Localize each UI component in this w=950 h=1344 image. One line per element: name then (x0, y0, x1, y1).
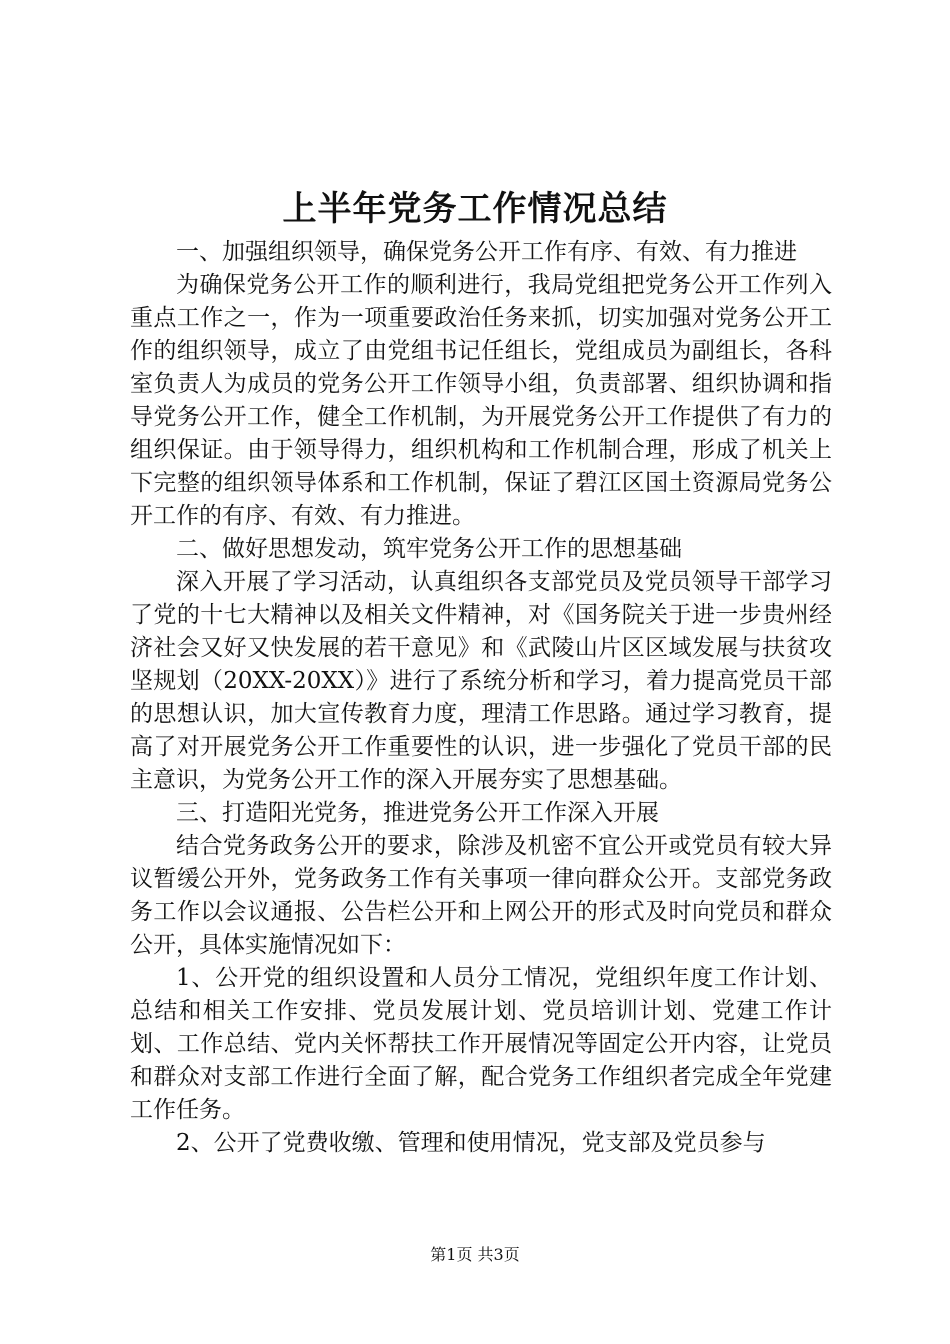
body-paragraph: 深入开展了学习活动，认真组织各支部党员及党员领导干部学习了党的十七大精神以及相关文件精神，对《国务院关于进一步贵州经济社会又好又快发展的若干意见》和《武陵山片区区域发展与扶贫攻坚规划（20XX-20XX）》进行了系统分析和学习，着力提高党员干部的思想认识，加大宣传教育力度，理清工作思路。通过学习教育，提高了对开展党务公开工作重要性的认识，进一步强化了党员干部的民主意识，为党务公开工作的深入开展夯实了思想基础。 (130, 569, 832, 793)
document-body (130, 236, 832, 1160)
list-item-2: 2、公开了党费收缴、管理和使用情况，党支部及党员参与 (176, 1130, 766, 1156)
list-item-1: 1、公开党的组织设置和人员分工情况，党组织年度工作计划、总结和相关工作安排、党员发展计划、党员培训计划、党建工作计划、工作总结、党内关怀帮扶工作开展情况等固定公开内容，让党员和群众对支部工作进行全面了解，配合党务工作组织者完成全年党建工作任务。 (130, 965, 832, 1123)
section-heading-2: 二、做好思想发动，筑牢党务公开工作的思想基础 (176, 536, 682, 562)
body-paragraph: 为确保党务公开工作的顺利进行，我局党组把党务公开工作列入重点工作之一，作为一项重要政治任务来抓，切实加强对党务公开工作的组织领导，成立了由党组书记任组长，党组成员为副组长，各科室负责人为成员的党务公开工作领导小组，负责部署、组织协调和指导党务公开工作，健全工作机制，为开展党务公开工作提供了有力的组织保证。由于领导得力，组织机构和工作机制合理，形成了机关上下完整的组织领导体系和工作机制，保证了碧江区国土资源局党务公开工作的有序、有效、有力推进。 (130, 272, 832, 529)
body-paragraph: 结合党务政务公开的要求，除涉及机密不宜公开或党员有较大异议暂缓公开外，党务政务工作有关事项一律向群众公开。支部党务政务工作以会议通报、公告栏公开和上网公开的形式及时向党员和群众公开，具体实施情况如下： (130, 833, 832, 958)
section-heading-3: 三、打造阳光党务，推进党务公开工作深入开展 (176, 800, 659, 826)
page-number-footer: 第1页 共3页 (430, 1245, 520, 1264)
section-heading-1: 一、加强组织领导，确保党务公开工作有序、有效、有力推进 (176, 239, 797, 265)
document-title: 上半年党务工作情况总结 (282, 189, 668, 229)
